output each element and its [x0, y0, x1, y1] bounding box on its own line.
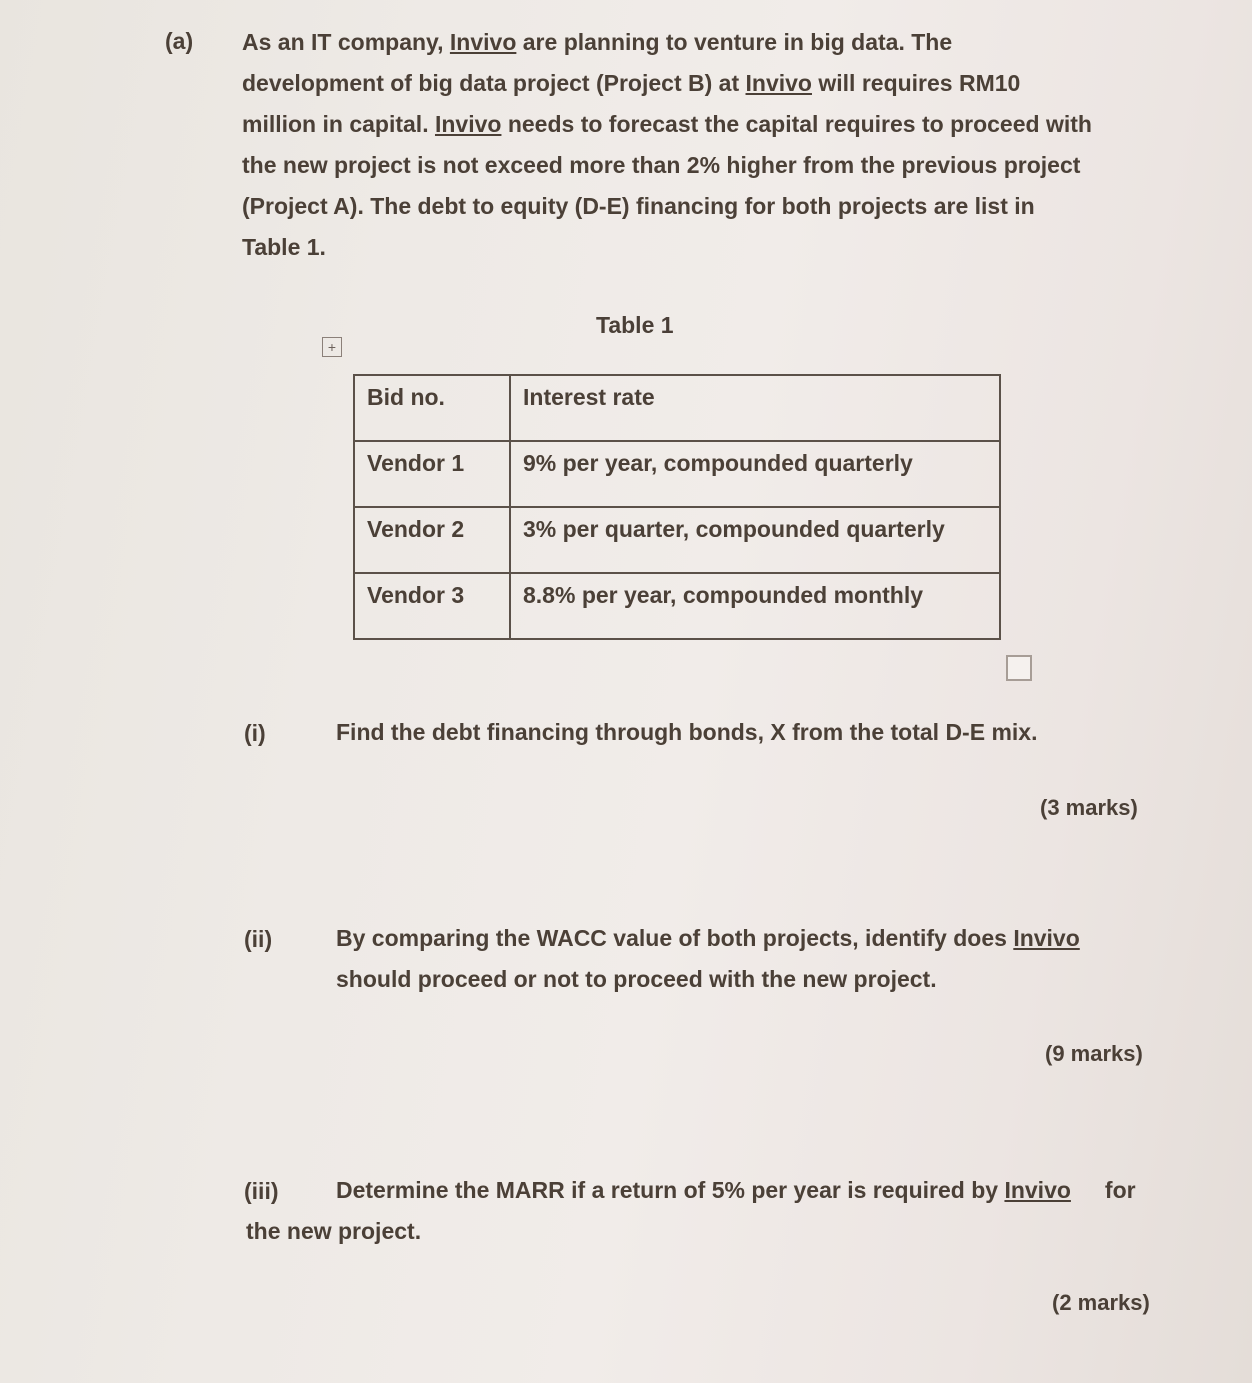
company-name: Invivo — [1013, 925, 1080, 951]
interest-rate-table — [353, 374, 1001, 640]
question-line: million in capital. Invivo needs to forecast the capital requires to proceed with — [242, 111, 1092, 137]
part-ii-line: By comparing the WACC value of both projects, identify does Invivo — [336, 925, 1080, 951]
question-line: Table 1. — [242, 234, 326, 260]
part-i-text: Find the debt financing through bonds, X from the total D-E mix. — [336, 719, 1038, 745]
part-i-label: (i) — [244, 720, 266, 746]
company-name: Invivo — [745, 70, 812, 96]
table-row — [354, 507, 1000, 573]
question-paragraph — [242, 22, 1142, 268]
header-cell: Interest rate — [510, 375, 1000, 441]
part-i-marks: (3 marks) — [1040, 795, 1138, 820]
table-title: Table 1 — [596, 312, 674, 338]
company-name: Invivo — [1004, 1177, 1071, 1203]
part-ii-label: (ii) — [244, 926, 273, 952]
part-iii-text: Determine the MARR if a return of 5% per year is required by Invivo for — [336, 1177, 1136, 1203]
table-cell: Vendor 3 — [354, 573, 510, 639]
header-cell: Bid no. — [354, 375, 510, 441]
part-iii-line2: the new project. — [246, 1218, 422, 1244]
table-cell: 3% per quarter, compounded quarterly — [510, 507, 1000, 573]
question-line: development of big data project (Project B) at Invivo will requires RM10 — [242, 70, 1021, 96]
table-cell: 9% per year, compounded quarterly — [510, 441, 1000, 507]
part-iii-label: (iii) — [244, 1178, 279, 1204]
table-cell: Vendor 1 — [354, 441, 510, 507]
table-cell: Vendor 2 — [354, 507, 510, 573]
part-ii-marks: (9 marks) — [1045, 1041, 1143, 1066]
company-name: Invivo — [434, 111, 502, 137]
table-header-row — [354, 375, 1000, 441]
part-iii-marks: (2 marks) — [1052, 1290, 1150, 1315]
part-ii-line: should proceed or not to proceed with the new project. — [336, 966, 937, 992]
question-line: the new project is not exceed more than 2% higher from the previous project — [242, 152, 1081, 178]
company-name: Invivo — [449, 29, 517, 55]
part-ii-text — [336, 918, 1080, 1000]
question-label: (a) — [165, 28, 194, 54]
table-row — [354, 441, 1000, 507]
question-line: As an IT company, Invivo are planning to venture in big data. The — [242, 29, 953, 55]
table-row — [354, 573, 1000, 639]
table-cell: 8.8% per year, compounded monthly — [510, 573, 1000, 639]
table-resize-handle[interactable] — [1006, 655, 1032, 681]
table-move-handle[interactable]: + — [322, 337, 342, 357]
question-line: (Project A). The debt to equity (D-E) financing for both projects are list in — [242, 193, 1035, 219]
